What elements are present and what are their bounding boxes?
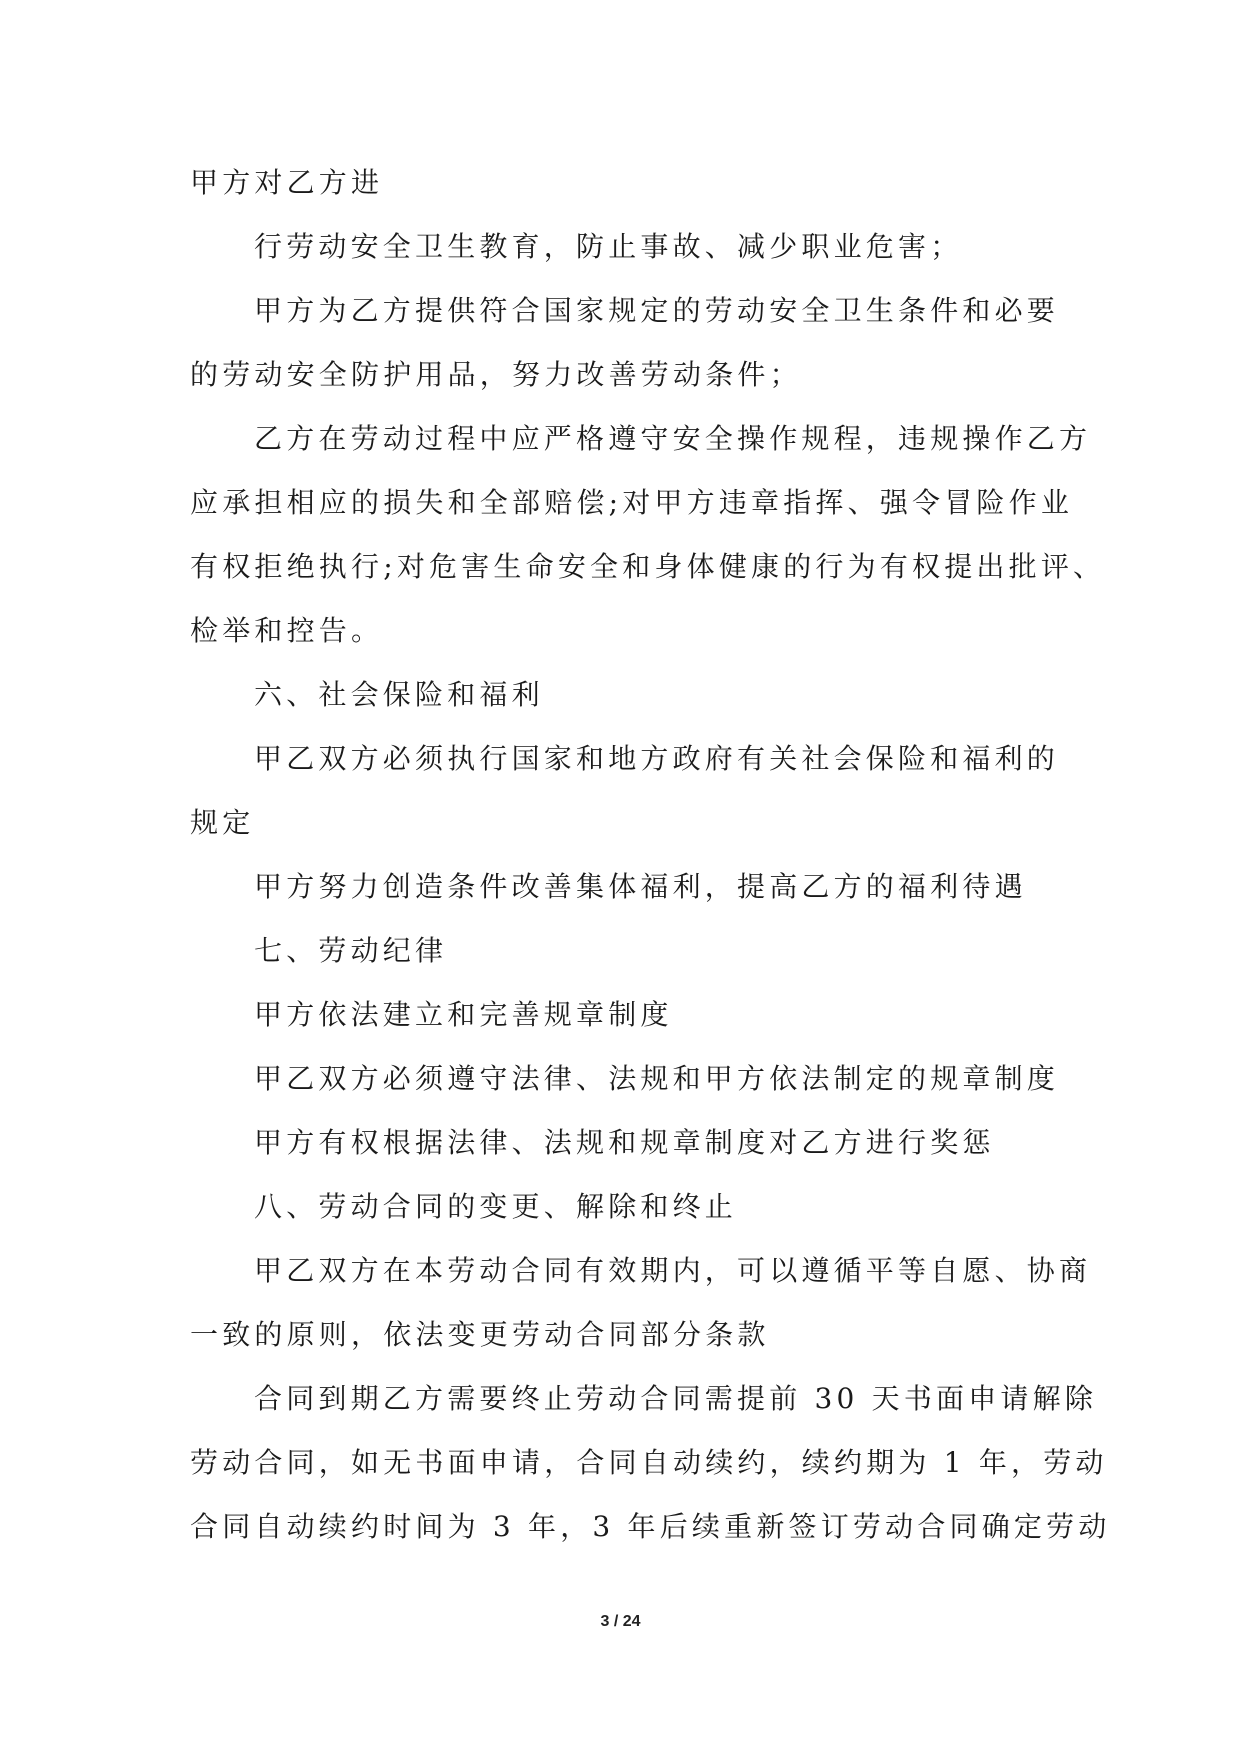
- text-line: 应承担相应的损失和全部赔偿;对甲方违章指挥、强令冒险作业: [190, 486, 1074, 519]
- text-line: 有权拒绝执行;对危害生命安全和身体健康的行为有权提出批评、: [190, 550, 1106, 583]
- section-heading: 六、社会保险和福利: [254, 678, 544, 711]
- text-line: 甲方努力创造条件改善集体福利，提高乙方的福利待遇: [254, 870, 1027, 903]
- text-line: 的劳动安全防护用品，努力改善劳动条件；: [190, 358, 802, 391]
- text-line: 甲方有权根据法律、法规和规章制度对乙方进行奖惩: [254, 1126, 995, 1159]
- text-line: 行劳动安全卫生教育，防止事故、减少职业危害；: [254, 230, 963, 263]
- text-line: 甲乙双方必须遵守法律、法规和甲方依法制定的规章制度: [254, 1062, 1060, 1095]
- text-line: 合同到期乙方需要终止劳动合同需提前 30 天书面申请解除: [254, 1382, 1098, 1415]
- text-line: 甲方对乙方进: [190, 166, 384, 199]
- text-line: 检举和控告。: [190, 614, 384, 647]
- section-heading: 八、劳动合同的变更、解除和终止: [254, 1190, 738, 1223]
- text-line: 甲方为乙方提供符合国家规定的劳动安全卫生条件和必要: [254, 294, 1060, 327]
- section-heading: 七、劳动纪律: [254, 934, 448, 967]
- text-line: 规定: [190, 806, 255, 839]
- text-line: 劳动合同，如无书面申请，合同自动续约，续约期为 1 年，劳动: [190, 1446, 1108, 1479]
- text-line: 合同自动续约时间为 3 年，3 年后续重新签订劳动合同确定劳动: [190, 1510, 1111, 1543]
- text-line: 甲乙双方必须执行国家和地方政府有关社会保险和福利的: [254, 742, 1060, 775]
- page-number: 3 / 24: [600, 1613, 641, 1630]
- text-line: 甲方依法建立和完善规章制度: [254, 998, 673, 1031]
- text-line: 一致的原则，依法变更劳动合同部分条款: [190, 1318, 770, 1351]
- text-line: 乙方在劳动过程中应严格遵守安全操作规程，违规操作乙方: [254, 422, 1092, 455]
- text-line: 甲乙双方在本劳动合同有效期内，可以遵循平等自愿、协商: [254, 1254, 1092, 1287]
